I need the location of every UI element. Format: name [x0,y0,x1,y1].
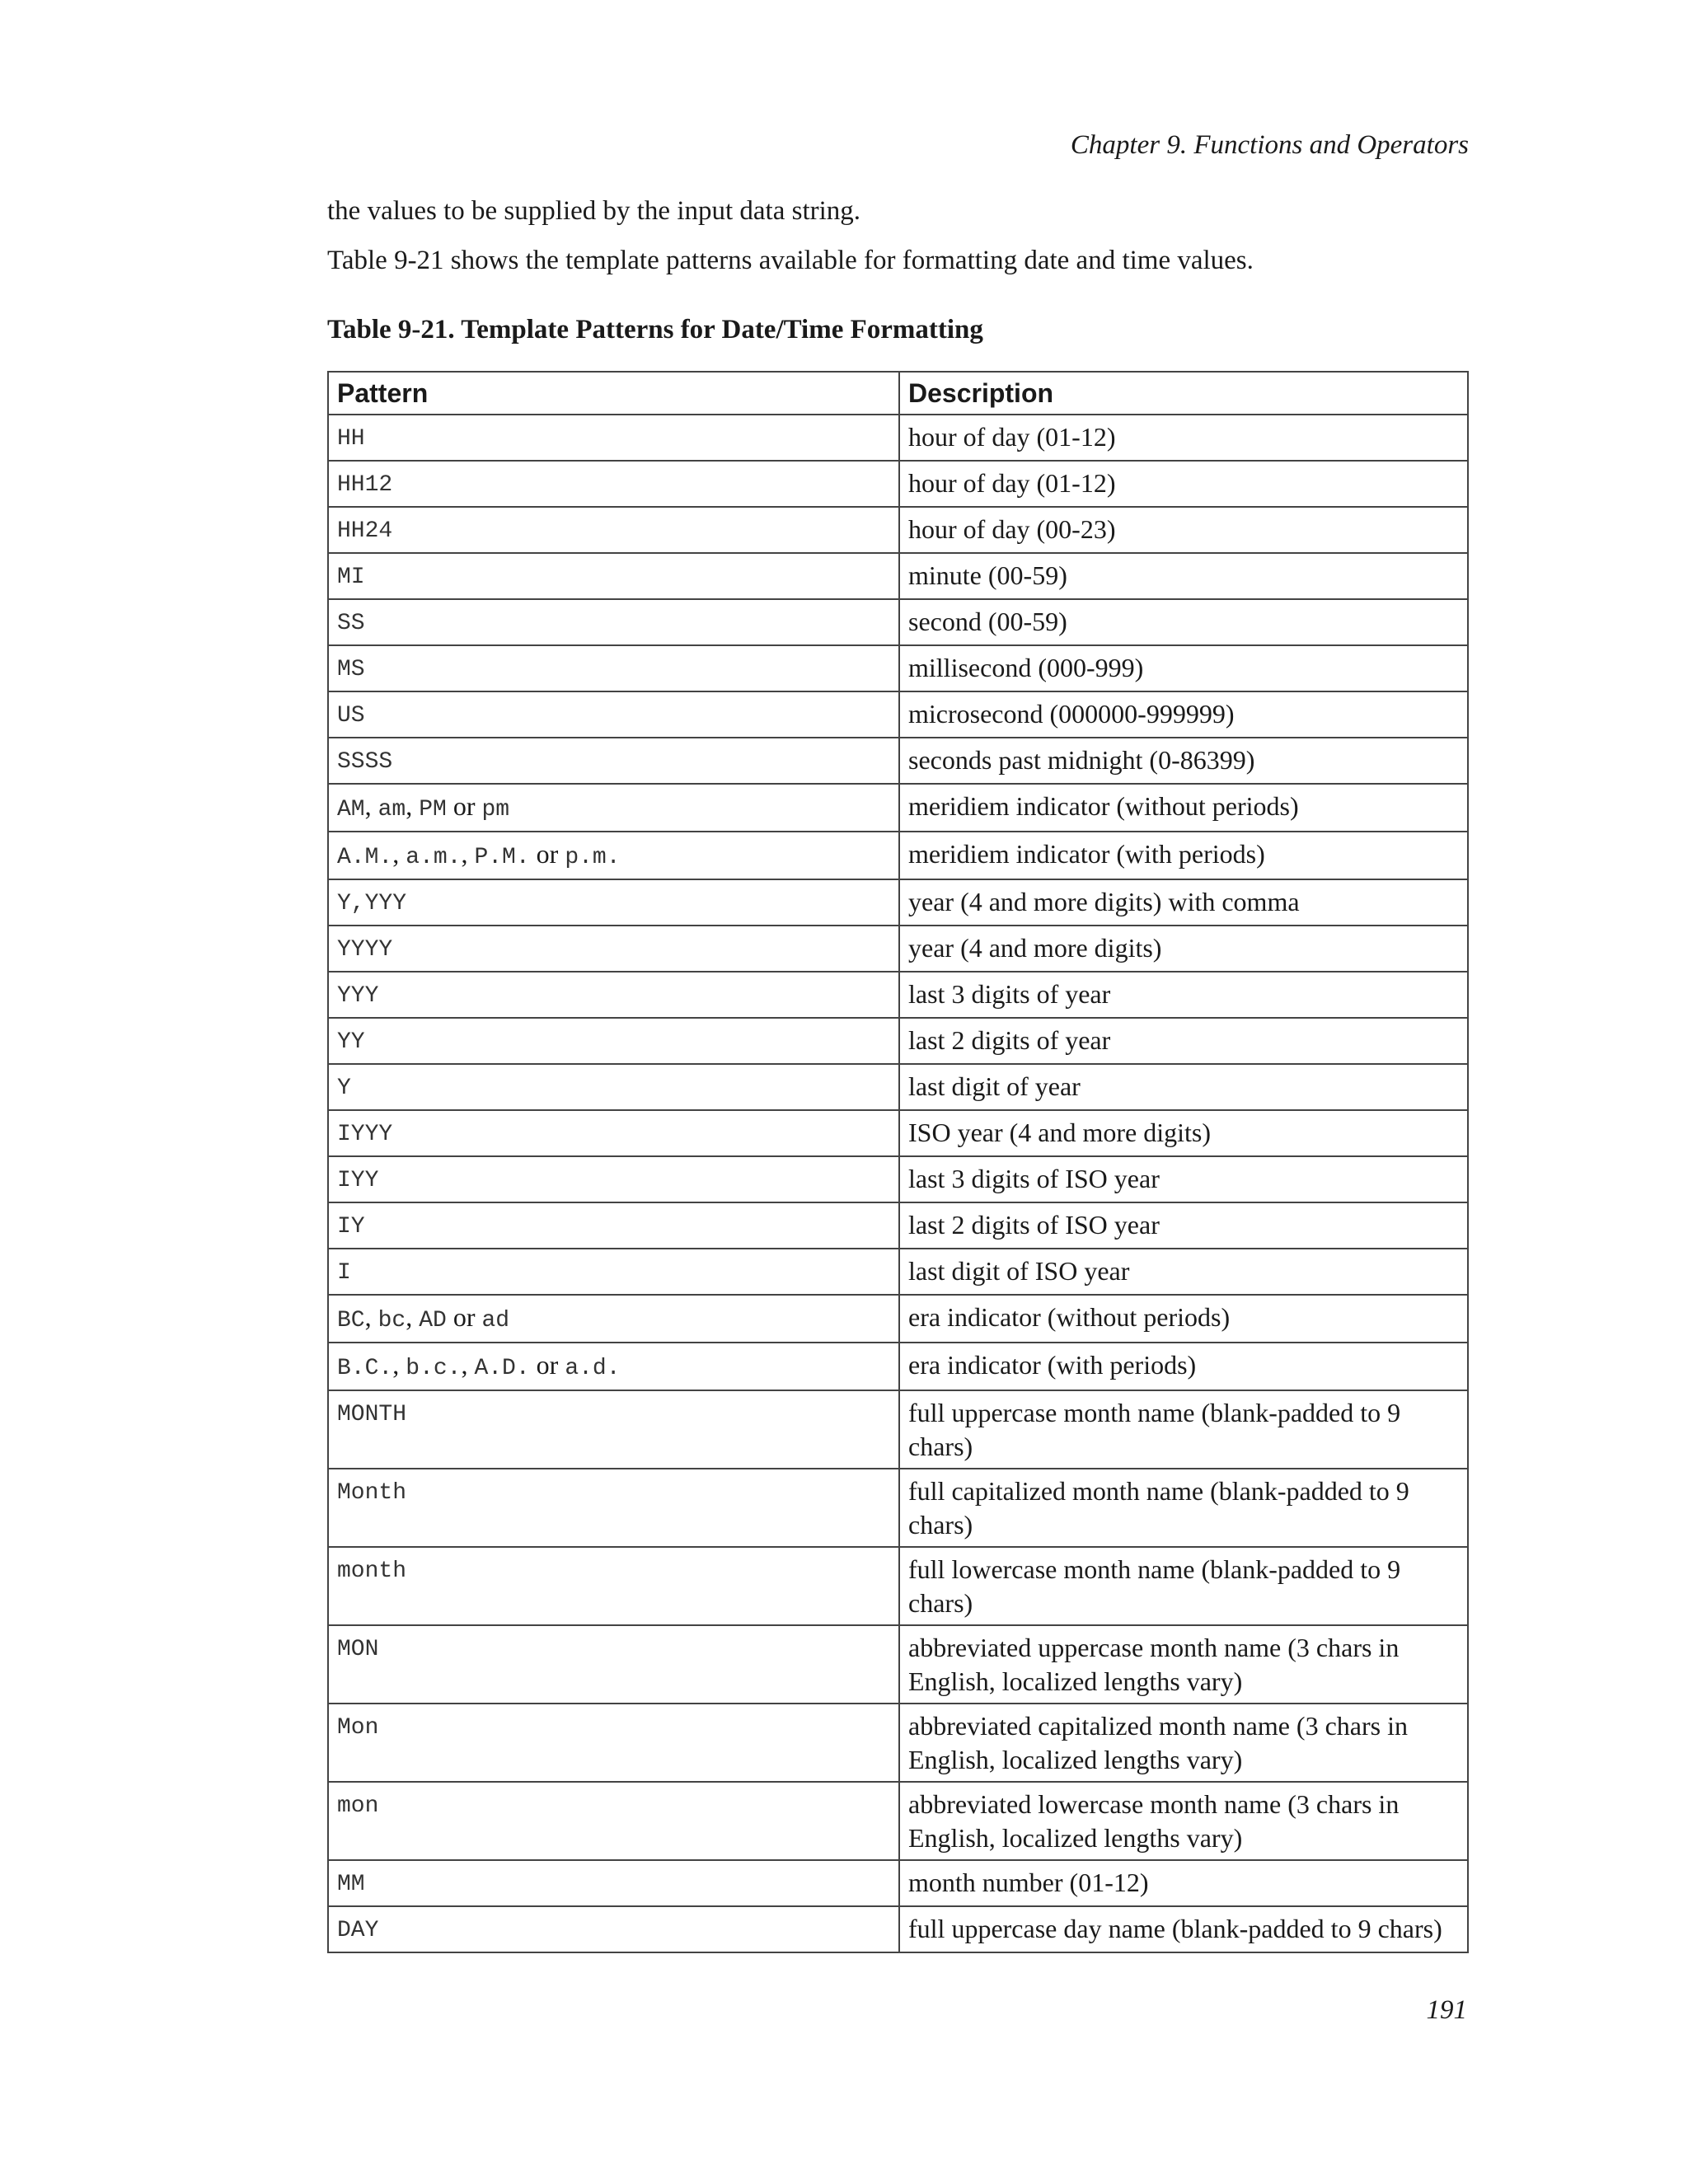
intro-paragraph-2: Table 9-21 shows the template patterns available for formatting date and time values. [327,246,1254,275]
table-row [328,1625,1468,1704]
pattern-cell [328,691,899,738]
pattern-separator: or [529,1350,565,1380]
pattern-code: BC [337,1308,365,1333]
pattern-code: SS [337,611,365,636]
pattern-code: MI [337,565,365,590]
pattern-separator: , [364,791,378,821]
table-row [328,1018,1468,1064]
pattern-separator: , [364,1302,378,1332]
pattern-code: MS [337,657,365,682]
pattern-cell [328,1343,899,1390]
pattern-code: HH24 [337,518,393,544]
description-cell: abbreviated lowercase month name (3 chars in English, localized lengths vary) [899,1782,1468,1860]
pattern-code: YYY [337,983,379,1009]
table-row [328,1156,1468,1202]
description-cell: meridiem indicator (without periods) [899,784,1468,832]
pattern-separator: or [446,791,482,821]
table-row [328,1202,1468,1249]
pattern-cell [328,1860,899,1906]
description-cell: last 2 digits of year [899,1018,1468,1064]
pattern-code: pm [481,797,510,823]
description-cell: meridiem indicator (with periods) [899,832,1468,879]
description-cell: era indicator (with periods) [899,1343,1468,1390]
pattern-code: a.m. [406,845,462,870]
pattern-separator: or [529,839,565,869]
pattern-code: B.C. [337,1356,393,1381]
pattern-cell [328,415,899,461]
pattern-code: DAY [337,1918,379,1943]
table-row [328,415,1468,461]
description-cell: abbreviated capitalized month name (3 chars in English, localized lengths vary) [899,1704,1468,1782]
running-header: Chapter 9. Functions and Operators [1070,130,1469,160]
table-row [328,1295,1468,1343]
description-cell: microsecond (000000-999999) [899,691,1468,738]
description-cell: month number (01-12) [899,1860,1468,1906]
pattern-code: A.D. [474,1356,530,1381]
pattern-code: Y [337,1076,351,1101]
pattern-cell [328,599,899,645]
pattern-separator: or [446,1302,482,1332]
pattern-cell [328,1156,899,1202]
pattern-code: MM [337,1872,365,1897]
description-cell: era indicator (without periods) [899,1295,1468,1343]
pattern-cell [328,1018,899,1064]
pattern-separator: , [406,791,420,821]
description-cell: millisecond (000-999) [899,645,1468,691]
table-body [328,415,1468,1952]
table-row [328,507,1468,553]
pattern-code: IY [337,1214,365,1240]
page-number: 191 [1426,1995,1467,2025]
table-row [328,784,1468,832]
pattern-cell [328,879,899,926]
pattern-code: PM [419,797,447,823]
table-header-row [328,372,1468,415]
column-header-description: Description [899,372,1468,415]
pattern-cell [328,1469,899,1547]
table-row [328,1860,1468,1906]
table-title: Table 9-21. Template Patterns for Date/Time Formatting [327,315,983,344]
pattern-code: MONTH [337,1402,407,1427]
pattern-code: MON [337,1637,379,1662]
description-cell: full uppercase month name (blank-padded to 9 chars) [899,1390,1468,1469]
description-cell: year (4 and more digits) with comma [899,879,1468,926]
pattern-cell [328,1390,899,1469]
table-row [328,1704,1468,1782]
description-cell: last 3 digits of year [899,972,1468,1018]
pattern-cell [328,1782,899,1860]
pattern-cell [328,784,899,832]
table-row [328,1906,1468,1952]
pattern-cell [328,1064,899,1110]
pattern-cell [328,1704,899,1782]
table-row [328,1547,1468,1625]
table-row [328,879,1468,926]
pattern-code: Mon [337,1715,379,1741]
pattern-cell [328,461,899,507]
page-content [327,191,1469,1953]
table-row [328,1249,1468,1295]
pattern-code: AM [337,797,365,823]
description-cell: last digit of year [899,1064,1468,1110]
pattern-cell [328,972,899,1018]
pattern-code: HH12 [337,472,393,498]
table-row [328,645,1468,691]
table-row [328,461,1468,507]
description-cell: ISO year (4 and more digits) [899,1110,1468,1156]
pattern-code: P.M. [474,845,530,870]
description-cell: abbreviated uppercase month name (3 chars in English, localized lengths vary) [899,1625,1468,1704]
pattern-cell [328,926,899,972]
pattern-code: am [377,797,406,823]
pattern-code: Y,YYY [337,891,407,916]
pattern-separator: , [392,839,406,869]
pattern-code: a.d. [565,1356,621,1381]
table-row [328,1110,1468,1156]
table-row [328,1782,1468,1860]
description-cell: hour of day (01-12) [899,461,1468,507]
pattern-cell [328,738,899,784]
table-row [328,972,1468,1018]
pattern-code: IYYY [337,1122,393,1147]
pattern-separator: , [461,1350,475,1380]
description-cell: hour of day (01-12) [899,415,1468,461]
pattern-cell [328,507,899,553]
pattern-cell [328,832,899,879]
table-row [328,1390,1468,1469]
pattern-cell [328,1547,899,1625]
description-cell: last 3 digits of ISO year [899,1156,1468,1202]
pattern-cell [328,1202,899,1249]
table-row [328,553,1468,599]
template-patterns-table [327,371,1469,1953]
pattern-code: month [337,1558,407,1584]
table-row [328,832,1468,879]
column-header-pattern: Pattern [328,372,899,415]
pattern-code: I [337,1260,351,1286]
pattern-code: bc [377,1308,406,1333]
pattern-cell [328,645,899,691]
description-cell: minute (00-59) [899,553,1468,599]
pattern-cell [328,1906,899,1952]
pattern-cell [328,1625,899,1704]
pattern-code: US [337,703,365,729]
pattern-code: mon [337,1793,379,1819]
intro-paragraph-1: the values to be supplied by the input data string. [327,196,861,226]
pattern-code: YY [337,1029,365,1055]
table-row [328,599,1468,645]
pattern-code: p.m. [565,845,621,870]
pattern-cell [328,1295,899,1343]
table-row [328,926,1468,972]
pattern-separator: , [406,1302,420,1332]
description-cell: full uppercase day name (blank-padded to 9 chars) [899,1906,1468,1952]
pattern-code: IYY [337,1168,379,1193]
table-row [328,738,1468,784]
pattern-code: Month [337,1480,407,1506]
pattern-cell [328,1249,899,1295]
pattern-cell [328,553,899,599]
table-row [328,1469,1468,1547]
description-cell: second (00-59) [899,599,1468,645]
description-cell: hour of day (00-23) [899,507,1468,553]
pattern-code: AD [419,1308,447,1333]
pattern-code: SSSS [337,749,393,775]
pattern-separator: , [461,839,475,869]
pattern-code: HH [337,426,365,452]
description-cell: full lowercase month name (blank-padded to 9 chars) [899,1547,1468,1625]
description-cell: full capitalized month name (blank-padded to 9 chars) [899,1469,1468,1547]
pattern-code: ad [481,1308,510,1333]
table-row [328,1064,1468,1110]
pattern-cell [328,1110,899,1156]
table-row [328,1343,1468,1390]
pattern-code: YYYY [337,937,393,963]
description-cell: year (4 and more digits) [899,926,1468,972]
description-cell: last 2 digits of ISO year [899,1202,1468,1249]
pattern-separator: , [392,1350,406,1380]
table-row [328,691,1468,738]
pattern-code: b.c. [406,1356,462,1381]
pattern-code: A.M. [337,845,393,870]
description-cell: last digit of ISO year [899,1249,1468,1295]
description-cell: seconds past midnight (0-86399) [899,738,1468,784]
